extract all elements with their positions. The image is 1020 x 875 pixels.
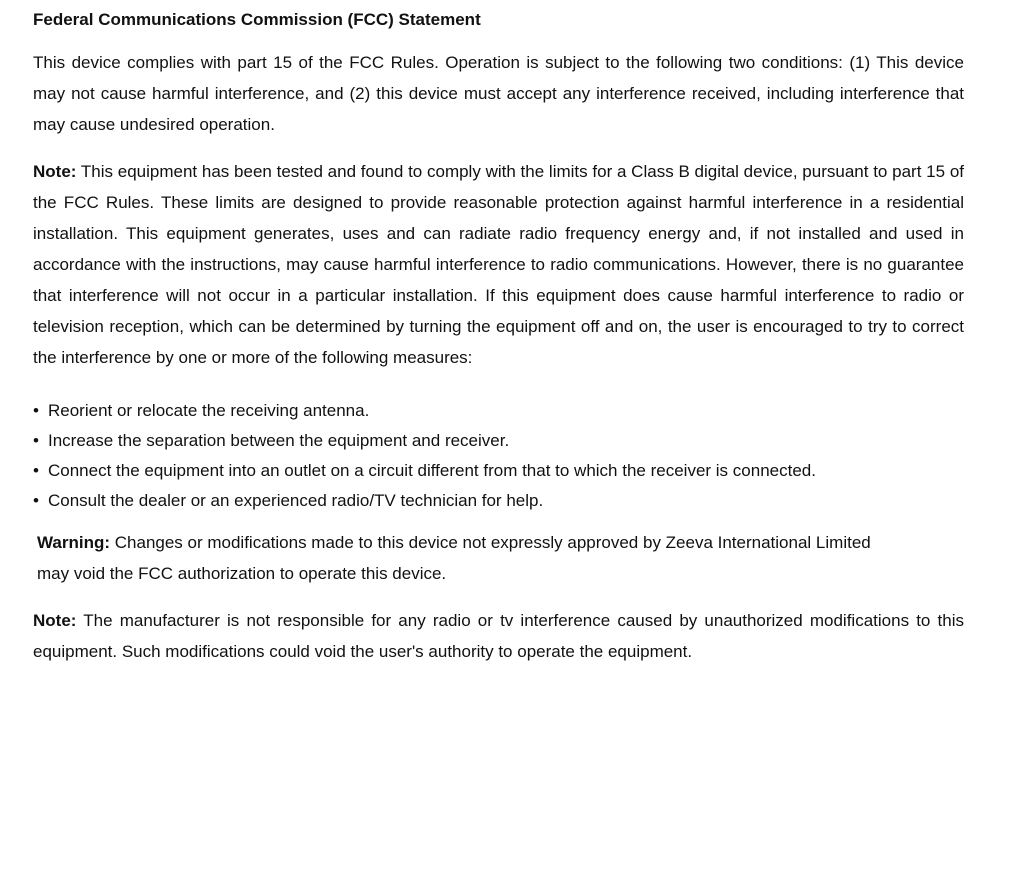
measure-text: Connect the equipment into an outlet on a circuit different from that to which the receiver is connected. xyxy=(48,461,816,480)
compliance-paragraph: This device complies with part 15 of the FCC Rules. Operation is subject to the following two conditions: (1) This device may not cause harmful interference, and (2) this device must accept any interference received, including interference that may cause undesired operation. xyxy=(33,53,964,134)
measures-list xyxy=(33,396,964,516)
warning-paragraph xyxy=(33,527,964,589)
note-text: This equipment has been tested and found to comply with the limits for a Class B digital device, pursuant to part 15 of the FCC Rules. These limits are designed to provide reasonable protection against harmful interference in a residential installation. This equipment generates, uses and can radiate radio frequency energy and, if not installed and used in accordance with the instructions, may cause harmful interference to radio communications. However, there is no guarantee that interference will not occur in a particular installation. If this equipment does cause harmful interference to radio or television reception, which can be determined by turning the equipment off and on, the user is encouraged to try to correct the interference by one or more of the following measures: xyxy=(33,162,964,367)
list-item xyxy=(33,456,964,486)
warning-text: Changes or modifications made to this device not expressly approved by Zeeva International Limited may void the FCC authorization to operate this device. xyxy=(37,533,871,583)
list-item xyxy=(33,486,964,516)
list-item xyxy=(33,396,964,426)
note-label: Note: xyxy=(33,611,77,630)
bullet-icon: • xyxy=(33,491,39,510)
document-title: Federal Communications Commission (FCC) Statement xyxy=(33,10,481,29)
bullet-icon: • xyxy=(33,431,39,450)
measure-text: Increase the separation between the equipment and receiver. xyxy=(48,431,510,450)
measure-text: Reorient or relocate the receiving antenna. xyxy=(48,401,370,420)
measure-text: Consult the dealer or an experienced radio/TV technician for help. xyxy=(48,491,544,510)
warning-label: Warning: xyxy=(37,533,111,552)
note-paragraph-class-b xyxy=(33,156,964,373)
note-text: The manufacturer is not responsible for any radio or tv interference caused by unauthorized modifications to this equipment. Such modifications could void the user's authority to operate the equipment. xyxy=(33,611,964,661)
list-item xyxy=(33,426,964,456)
note-label: Note: xyxy=(33,162,77,181)
bullet-icon: • xyxy=(33,461,39,480)
note-paragraph-manufacturer xyxy=(33,605,964,667)
bullet-icon: • xyxy=(33,401,39,420)
